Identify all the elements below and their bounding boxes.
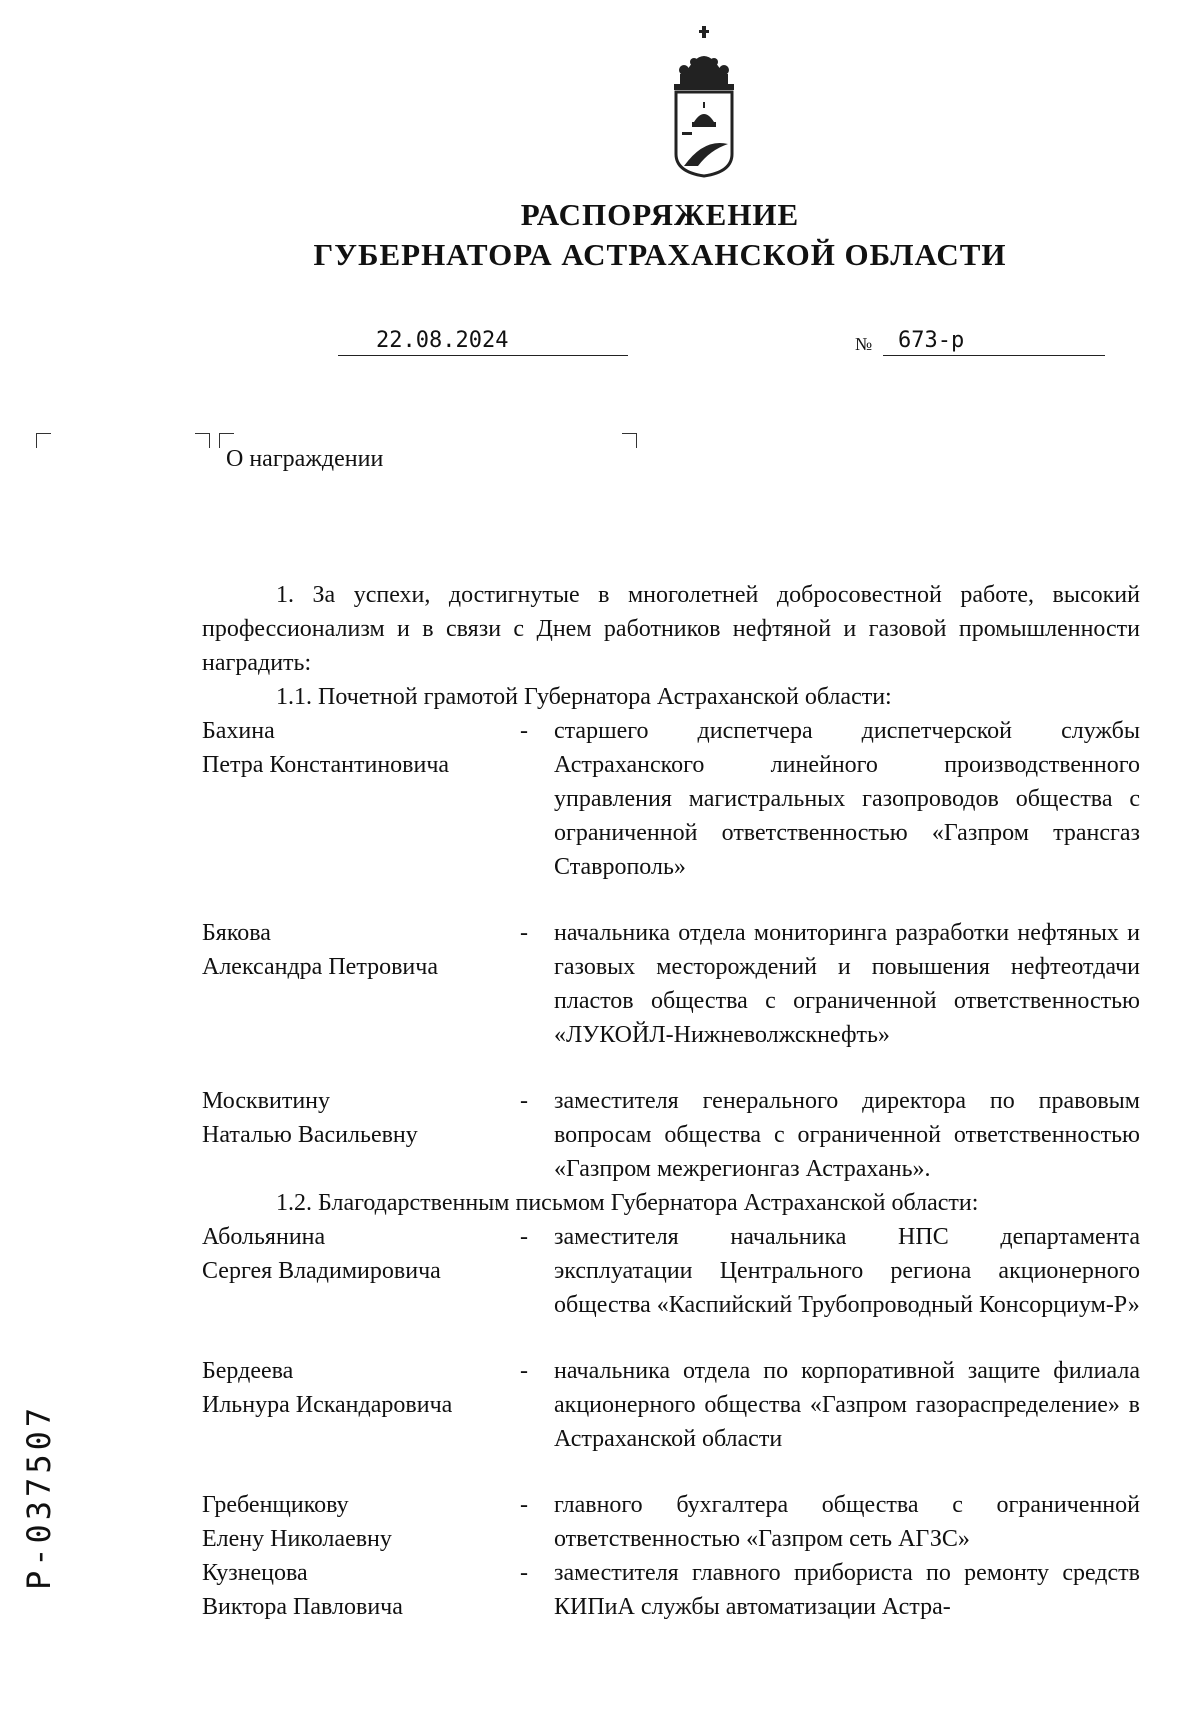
awardee-name: Бякова Александра Петровича xyxy=(202,920,438,980)
section-heading: 1.1. Почетной грамотой Губернатора Астраханской области: xyxy=(276,684,892,710)
document-subject: О награждении xyxy=(226,446,384,472)
document-body xyxy=(202,578,1140,1624)
corner-mark xyxy=(36,433,51,448)
issuer-title: ГУБЕРНАТОРА АСТРАХАНСКОЙ ОБЛАСТИ xyxy=(313,237,1007,272)
section-heading: 1.2. Благодарственным письмом Губернатора Астраханской области: xyxy=(276,1190,979,1216)
awardee-name: Гребенщикову Елену Николаевну xyxy=(202,1492,392,1552)
awardee-position: начальника отдела по корпоративной защите филиала акционерного общества «Газпром газораспределение» в Астраханской области xyxy=(554,1358,1140,1452)
award-entry: Абольянина Сергея Владимировича - заместителя начальника НПС департамента эксплуатации Центрального региона акционерного общества «Каспийский Трубопроводный Консорциум-Р» xyxy=(202,1220,1140,1322)
award-entry: Бякова Александра Петровича - начальника отдела мониторинга разработки нефтяных и газовых месторождений и повышения нефтеотдачи пластов общества с ограниченной ответственностью «ЛУКОЙЛ-Нижневолжскнефть» xyxy=(202,916,1140,1052)
awardee-position: заместителя генерального директора по правовым вопросам общества с ограниченной ответственностью «Газпром межрегионгаз Астрахань». xyxy=(554,1088,1140,1182)
award-entry: Бахина Петра Константиновича - старшего диспетчера диспетчерской службы Астраханского линейного производственного управления магистральных газопроводов общества с ограниченной ответственностью «Газпром трансгаз Ставрополь» xyxy=(202,714,1140,884)
awardee-position: старшего диспетчера диспетчерской службы Астраханского линейного производственного управления магистральных газопроводов общества с ограниченной ответственностью «Газпром трансгаз Ставрополь» xyxy=(554,718,1140,880)
coat-of-arms-emblem xyxy=(654,26,754,186)
awardee-position: заместителя начальника НПС департамента эксплуатации Центрального региона акционерного общества «Каспийский Трубопроводный Консорциум-Р» xyxy=(554,1224,1140,1318)
award-entry: Гребенщикову Елену Николаевну - главного бухгалтера общества с ограниченной ответственностью «Газпром сеть АГЗС» xyxy=(202,1488,1140,1556)
intro-paragraph: 1. За успехи, достигнутые в многолетней добросовестной работе, высокий профессионализм и в связи с Днем работников нефтяной и газовой промышленности наградить: xyxy=(202,582,1140,676)
awardee-position: главного бухгалтера общества с ограниченной ответственностью «Газпром сеть АГЗС» xyxy=(554,1492,1140,1552)
awardee-name: Бердеева Ильнура Искандаровича xyxy=(202,1358,453,1418)
awardee-position: начальника отдела мониторинга разработки нефтяных и газовых месторождений и повышения нефтеотдачи пластов общества с ограниченной ответственностью «ЛУКОЙЛ-Нижневолжскнефть» xyxy=(554,920,1140,1048)
serial-number: Р-037507 xyxy=(20,1403,58,1590)
corner-mark xyxy=(622,433,637,448)
awardee-name: Кузнецова Виктора Павловича xyxy=(202,1560,403,1620)
award-entry: Бердеева Ильнура Искандаровича - начальника отдела по корпоративной защите филиала акционерного общества «Газпром газораспределение» в Астраханской области xyxy=(202,1354,1140,1456)
document-number: 673-р xyxy=(883,326,1105,356)
awardee-name: Бахина Петра Константиновича xyxy=(202,718,450,778)
award-entry: Кузнецова Виктора Павловича - заместителя главного прибориста по ремонту средств КИПиА службы автоматизации Астра- xyxy=(202,1556,1140,1624)
award-entry: Москвитину Наталью Васильевну - заместителя генерального директора по правовым вопросам общества с ограниченной ответственностью «Газпром межрегионгаз Астрахань». xyxy=(202,1084,1140,1186)
document-type-title: РАСПОРЯЖЕНИЕ xyxy=(520,197,800,232)
awardee-position: заместителя главного прибориста по ремонту средств КИПиА службы автоматизации Астра- xyxy=(554,1560,1140,1620)
number-mark: № xyxy=(855,334,873,354)
corner-mark xyxy=(195,433,210,448)
awardee-name: Москвитину Наталью Васильевну xyxy=(202,1088,418,1148)
awardee-name: Абольянина Сергея Владимировича xyxy=(202,1224,441,1284)
document-date: 22.08.2024 xyxy=(338,326,628,356)
